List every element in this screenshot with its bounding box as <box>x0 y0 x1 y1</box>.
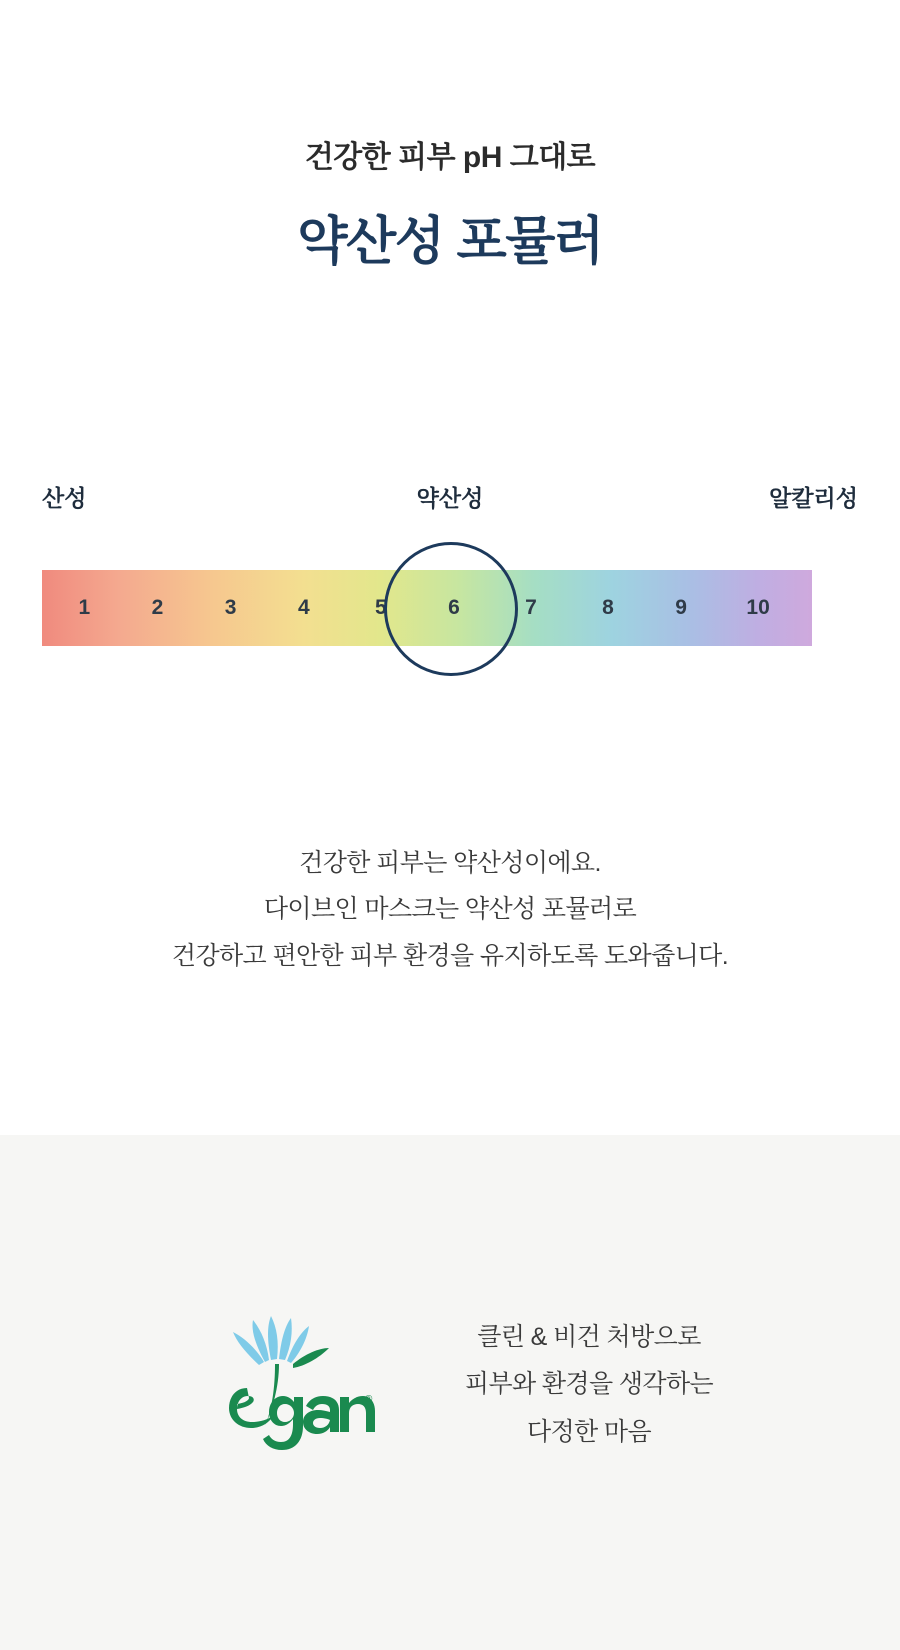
body-copy <box>0 840 900 979</box>
ph-tick: 3 <box>224 596 237 619</box>
ph-scale <box>42 480 858 650</box>
body-copy-line-2: 다이브인 마스크는 약산성 포뮬러로 <box>263 895 637 924</box>
headline-section <box>0 138 900 273</box>
label-acidic: 산성 <box>42 485 87 511</box>
vegan-copy-line-1: 클린 & 비건 처방으로 <box>477 1322 701 1351</box>
eyebrow-text: 건강한 피부 pH 그대로 <box>304 141 596 174</box>
vegan-flower-icon <box>187 1310 377 1460</box>
ph-tick: 2 <box>151 596 164 619</box>
body-copy-line-1: 건강한 피부는 약산성이에요. <box>299 849 601 877</box>
ph-gradient-bar-holder <box>42 570 858 650</box>
vegan-copy-line-2: 피부와 환경을 생각하는 <box>464 1370 714 1399</box>
vegan-copy <box>465 1314 713 1457</box>
page-title: 약산성 포뮬러 <box>297 213 603 271</box>
ph-tick: 1 <box>78 596 91 619</box>
ph-scale-labels <box>42 480 858 520</box>
vegan-copy-line-3: 다정한 마음 <box>526 1417 652 1446</box>
ph-tick: 7 <box>525 596 537 619</box>
ph-tick: 4 <box>297 596 310 619</box>
ph-tick: 5 <box>374 596 387 619</box>
registered-mark: ® <box>364 1394 373 1405</box>
label-mild-acidic: 약산성 <box>416 485 484 511</box>
label-alkaline: 알칼리성 <box>769 485 858 511</box>
ph-tick: 10 <box>746 596 770 619</box>
mild-acidic-highlight-ring <box>384 542 518 676</box>
vegan-content <box>0 1310 900 1460</box>
ph-tick: 9 <box>675 596 687 619</box>
body-copy-line-3: 건강하고 편안한 피부 환경을 유지하도록 도와줍니다. <box>171 941 729 970</box>
ph-tick: 6 <box>448 596 460 619</box>
ph-tick: 8 <box>602 596 614 619</box>
vegan-panel <box>0 1135 900 1650</box>
